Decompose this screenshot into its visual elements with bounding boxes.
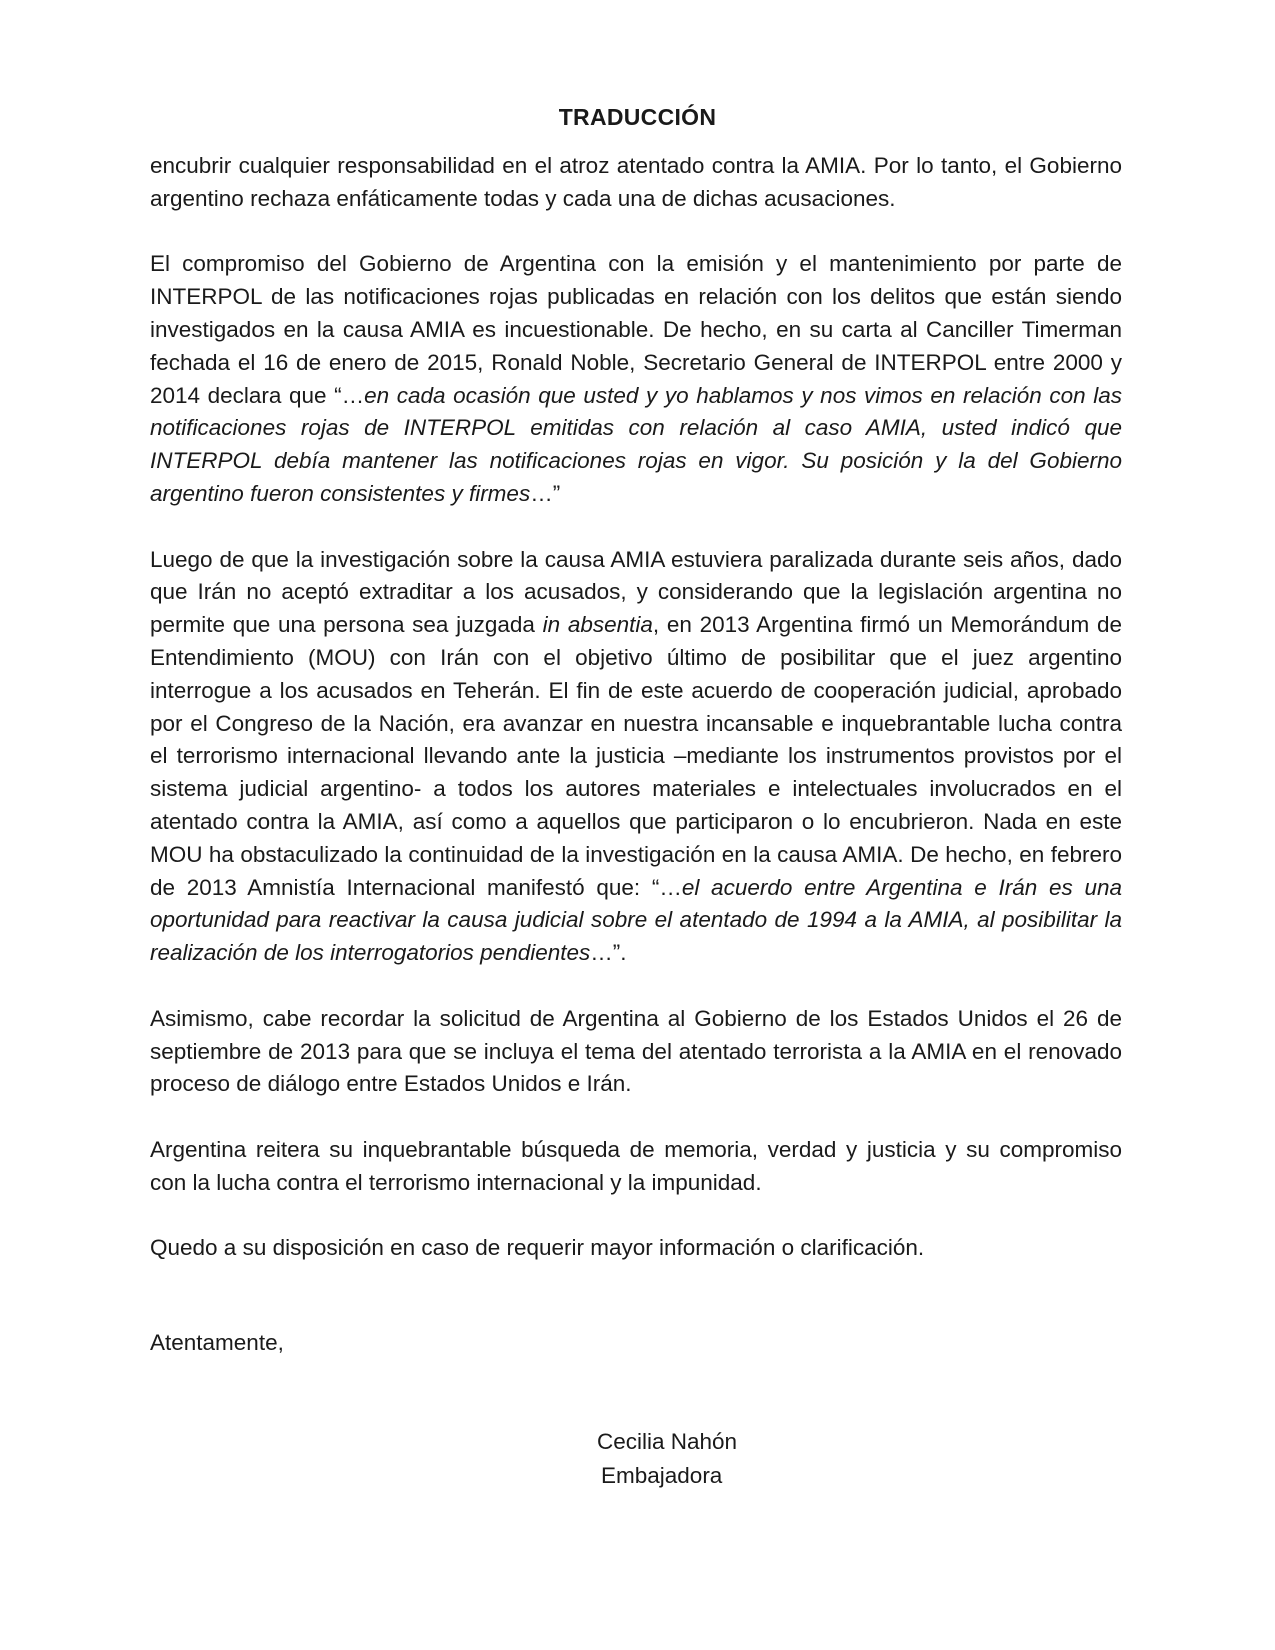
paragraph-2-run-1: El compromiso del Gobierno de Argentina con la emisión y el mantenimiento por parte de INTERPOL de las notificaciones rojas publicadas en relación con los delitos que están siendo investigados en la causa AMIA es incuestionable. De hecho, en su carta al Canciller Timerman fechada el 16 de enero de 2015, Ronald Noble, Secretario General de INTERPOL entre 2000 y 2014 declara que “… bbox=[150, 251, 1122, 408]
paragraph-5 bbox=[150, 1134, 1122, 1200]
closing-salutation: Atentamente, bbox=[150, 1330, 284, 1355]
paragraph-4-run-1: Asimismo, cabe recordar la solicitud de Argentina al Gobierno de los Estados Unidos el 26 de septiembre de 2013 para que se incluya el tema del atentado terrorista a la AMIA en el renovado proceso de diálogo entre Estados Unidos e Irán. bbox=[150, 1005, 1122, 1097]
paragraph-3-quote: el acuerdo entre Argentina e Irán es una oportunidad para reactivar la causa judicial sobre el atentado de 1994 a la AMIA, al posibilitar la realización de los interrogatorios pendientes bbox=[150, 874, 1123, 966]
paragraph-2 bbox=[150, 248, 1122, 510]
document-body bbox=[150, 150, 1122, 1298]
paragraph-3-run-1: Luego de que la investigación sobre la causa AMIA estuviera paralizada durante seis años, dado que Irán no aceptó extraditar a los acusados, y considerando que la legislación argentina no permite que una persona sea juzgada bbox=[150, 546, 1122, 638]
paragraph-2-run-3: …” bbox=[530, 480, 561, 506]
paragraph-6-run-1: Quedo a su disposición en caso de requerir mayor información o clarificación. bbox=[150, 1235, 925, 1261]
paragraph-4 bbox=[150, 1003, 1122, 1101]
paragraph-1 bbox=[150, 150, 1122, 216]
paragraph-6 bbox=[150, 1232, 1122, 1265]
paragraph-3-run-3: , en 2013 Argentina firmó un Memorándum de Entendimiento (MOU) con Irán con el objetivo último de posibilitar que el juez argentino interrogue a los acusados en Teherán. El fin de este acuerdo de cooperación judicial, aprobado por el Congreso de la Nación, era avanzar en nuestra incansable e inquebrantable lucha contra el terrorismo internacional llevando ante la justicia –mediante los instrumentos provistos por el sistema judicial argentino- a todos los autores materiales e intelectuales involucrados en el atentado contra la AMIA, así como a aquellos que participaron o lo encubrieron. Nada en este MOU ha obstaculizado la continuidad de la investigación en la causa AMIA. De hecho, en febrero de 2013 Amnistía Internacional manifestó que: “… bbox=[150, 612, 1122, 900]
document-title: TRADUCCIÓN bbox=[558, 104, 717, 130]
paragraph-2-quote: en cada ocasión que usted y yo hablamos y nos vimos en relación con las notificaciones rojas de INTERPOL emitidas con relación al caso AMIA, usted indicó que INTERPOL debía mantener las notificaciones rojas en vigor. Su posición y la del Gobierno argentino fueron consistentes y firmes bbox=[150, 382, 1122, 506]
signature-title: Embajadora bbox=[601, 1463, 723, 1488]
paragraph-3 bbox=[150, 544, 1122, 970]
signature-block bbox=[597, 1425, 737, 1493]
paragraph-3-run-5: …”. bbox=[590, 940, 627, 966]
paragraph-5-run-1: Argentina reitera su inquebrantable búsqueda de memoria, verdad y justicia y su compromiso con la lucha contra el terrorismo internacional y la impunidad. bbox=[150, 1136, 1122, 1195]
paragraph-1-run-1: encubrir cualquier responsabilidad en el atroz atentado contra la AMIA. Por lo tanto, el Gobierno argentino rechaza enfáticamente todas y cada una de dichas acusaciones. bbox=[150, 153, 1122, 211]
signature-name: Cecilia Nahón bbox=[597, 1429, 738, 1454]
paragraph-3-latin-term: in absentia bbox=[542, 612, 653, 638]
